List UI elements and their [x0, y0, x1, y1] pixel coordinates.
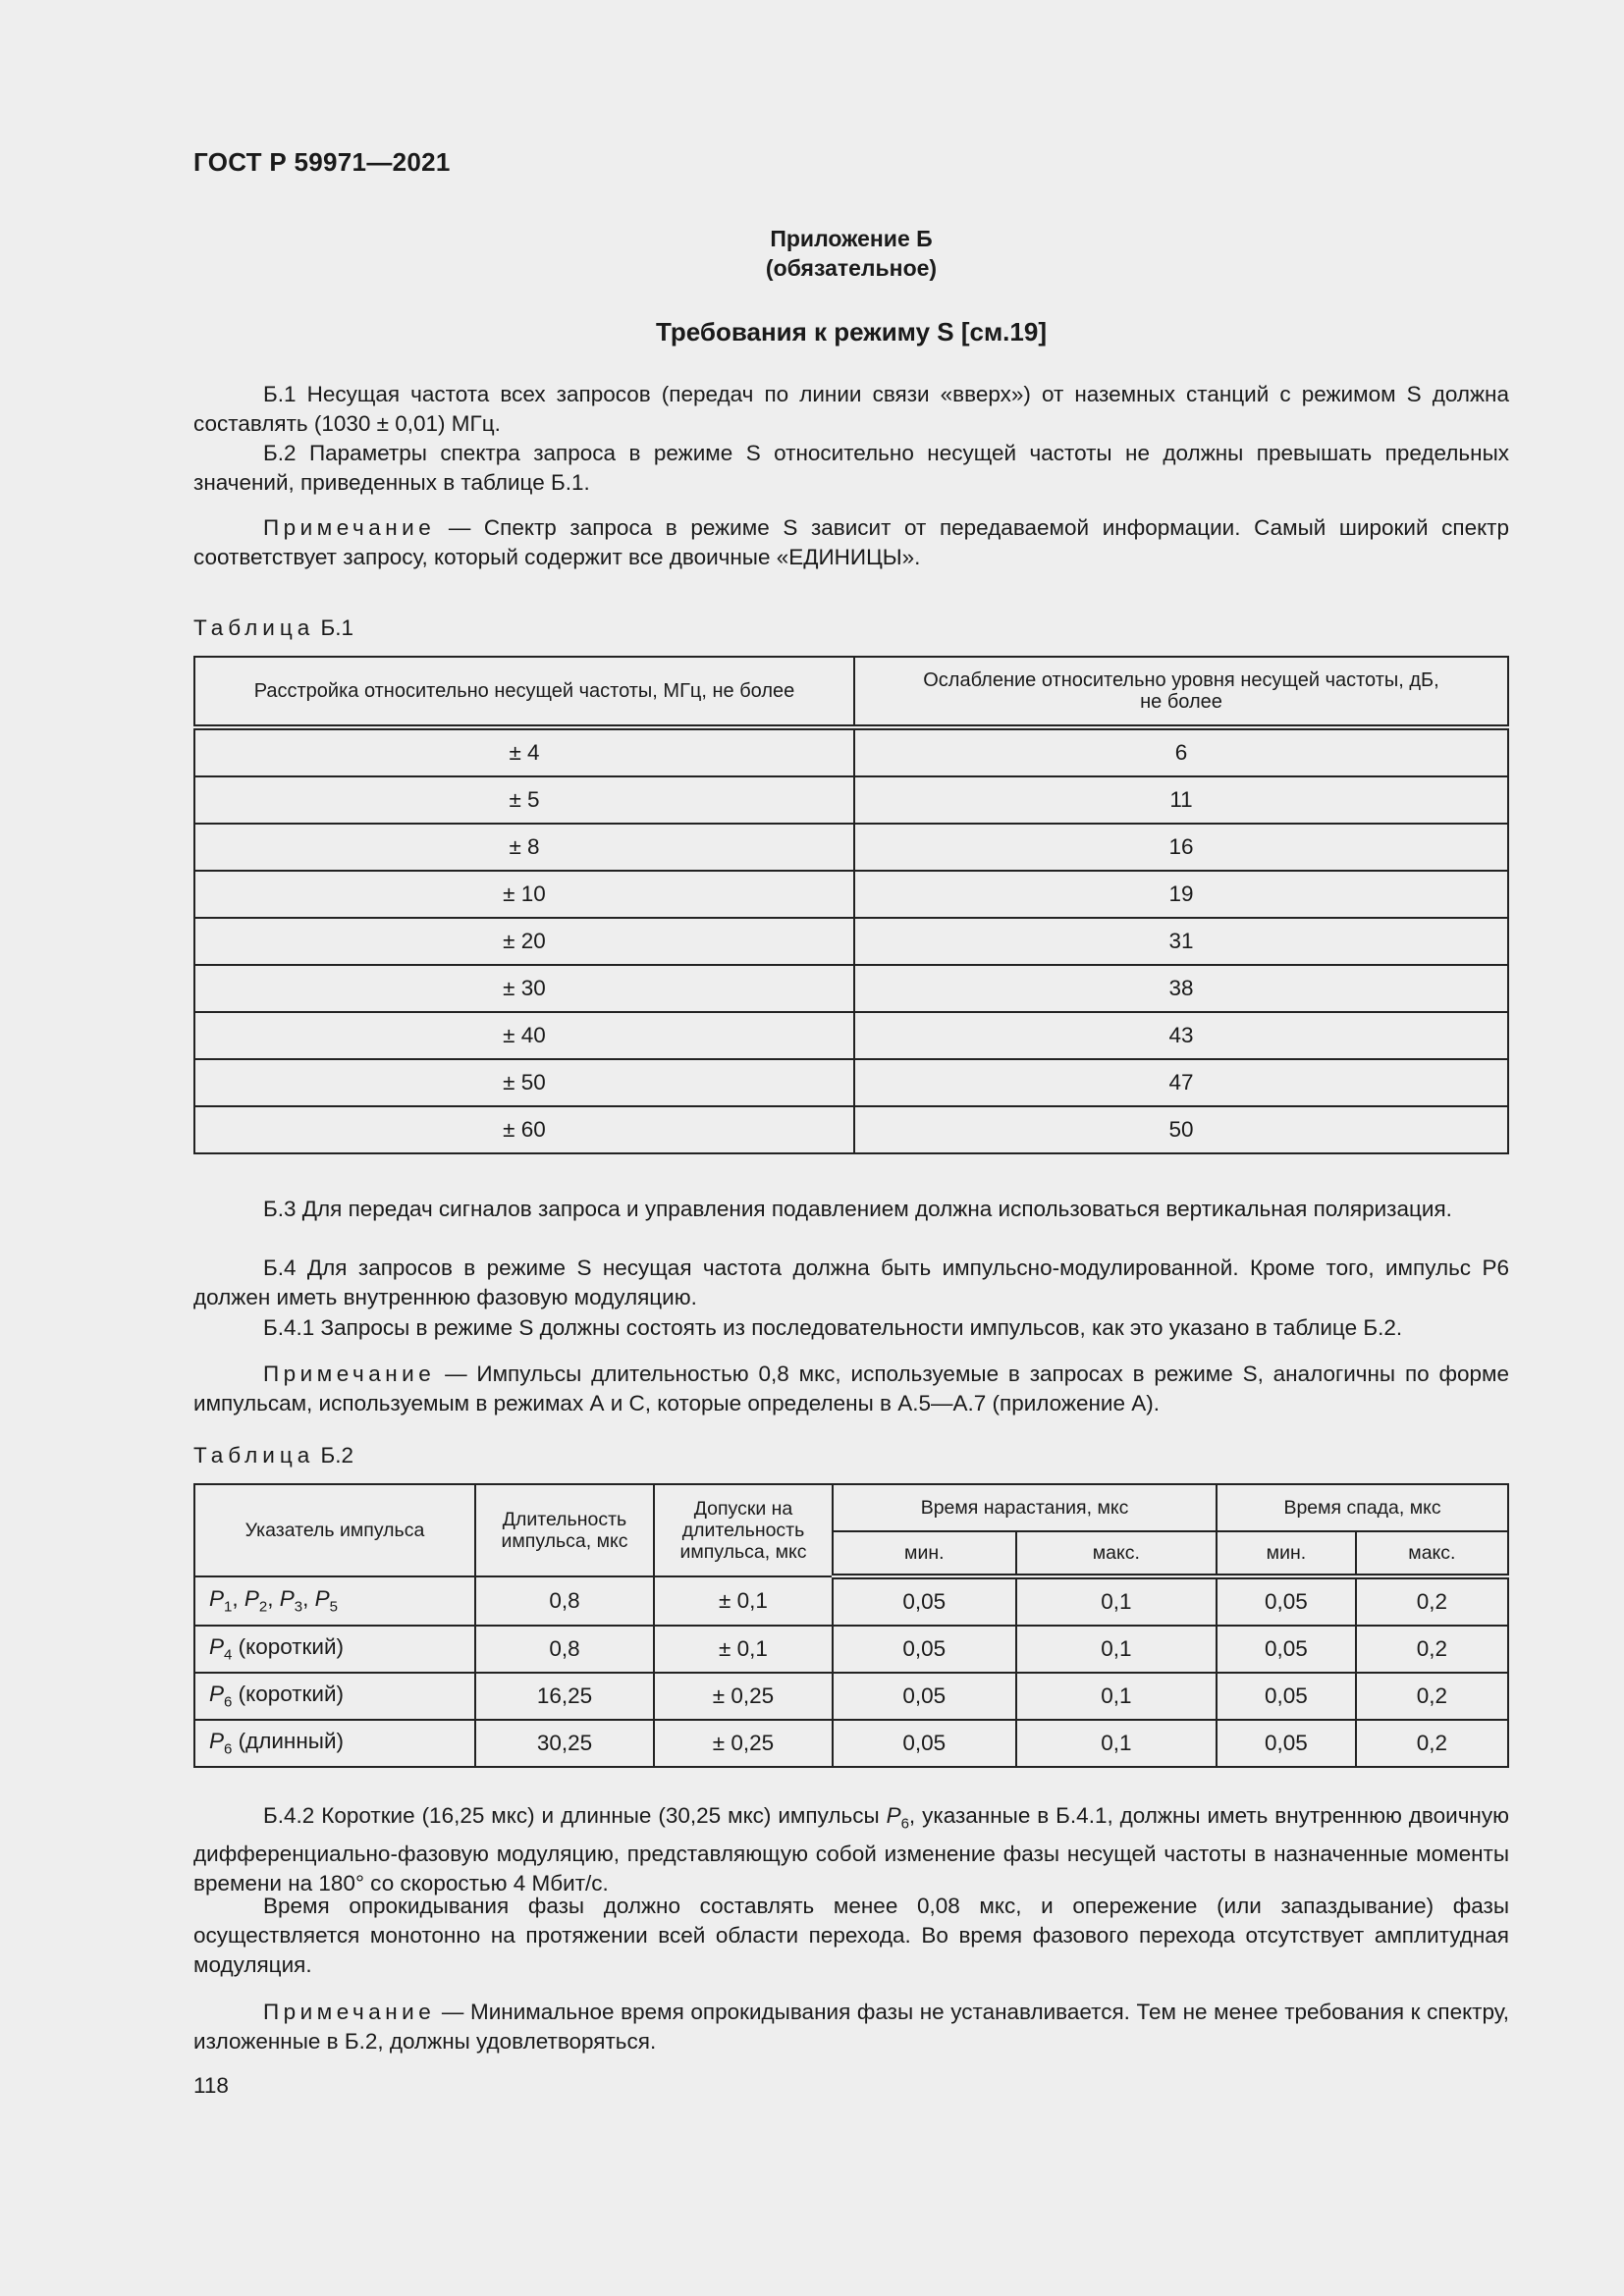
- table-b1: [193, 656, 1509, 1154]
- pulse-label-cell: [194, 1673, 475, 1720]
- attenuation-cell: 47: [854, 1059, 1508, 1106]
- pulse-type: (короткий): [232, 1682, 345, 1707]
- pulse-symbol: P: [886, 1803, 901, 1828]
- fmax-cell: 0,2: [1356, 1626, 1508, 1673]
- offset-cell: ± 50: [194, 1059, 854, 1106]
- header-pulse: Указатель импульса: [194, 1484, 475, 1576]
- table-b2-body: [194, 1576, 1508, 1767]
- offset-cell: ± 4: [194, 727, 854, 776]
- table-row: [194, 727, 1508, 776]
- table-row: [194, 1576, 1508, 1626]
- table-row: [194, 1673, 1508, 1720]
- note-label: Примечание: [263, 2000, 436, 2024]
- table-b1-header-attenuation: [854, 657, 1508, 727]
- table-row: [194, 1106, 1508, 1153]
- attenuation-cell: 16: [854, 824, 1508, 871]
- rmax-cell: 0,1: [1016, 1720, 1217, 1767]
- header-rise-max: макс.: [1016, 1531, 1217, 1576]
- note-text: — Импульсы длительностью 0,8 мкс, используемые в запросах в режиме S, аналогичны по форме импульсам, используемым в режимах А и С, которые определены в А.5—А.7 (приложение А).: [193, 1362, 1509, 1415]
- text-part: , указанные в Б.4.1, должны иметь внутреннюю двоичную дифференциально-фазовую модуляцию, представляющую собой изменение фазы несущей частоты в назначенные моменты времени на 180° со скоростью 4 Мбит/с.: [193, 1803, 1509, 1896]
- table-b1-caption: [193, 615, 353, 641]
- attenuation-cell: 50: [854, 1106, 1508, 1153]
- header-rise-min: мин.: [833, 1531, 1016, 1576]
- offset-cell: ± 40: [194, 1012, 854, 1059]
- rmin-cell: 0,05: [833, 1576, 1016, 1626]
- note-1: [193, 513, 1509, 572]
- attenuation-cell: 19: [854, 871, 1508, 918]
- table-row: [194, 824, 1508, 871]
- appendix-status: (обязательное): [765, 255, 938, 281]
- offset-cell: ± 30: [194, 965, 854, 1012]
- note-3: [193, 1998, 1509, 2056]
- pulse-label-cell: [194, 1626, 475, 1673]
- fmin-cell: 0,05: [1217, 1720, 1356, 1767]
- attenuation-cell: 6: [854, 727, 1508, 776]
- fmin-cell: 0,05: [1217, 1626, 1356, 1673]
- pulse-label-cell: [194, 1720, 475, 1767]
- caption-number: Б.2: [314, 1443, 354, 1468]
- tol-cell: ± 0,1: [654, 1576, 833, 1626]
- pulse-subscript: 6: [224, 1740, 233, 1758]
- fmax-cell: 0,2: [1356, 1720, 1508, 1767]
- paragraph-b41: Б.4.1 Запросы в режиме S должны состоять из последовательности импульсов, как это указано в таблице Б.2.: [263, 1315, 1403, 1340]
- pulse-symbol: P: [314, 1586, 330, 1612]
- table-b2: [193, 1483, 1509, 1768]
- tol-cell: ± 0,25: [654, 1673, 833, 1720]
- pulse-subscript: 6: [900, 1815, 909, 1833]
- pulse-subscript: 6: [224, 1693, 233, 1711]
- paragraph-b3: Б.3 Для передач сигналов запроса и управления подавлением должна использоваться вертикальная поляризация.: [263, 1197, 1452, 1221]
- fmin-cell: 0,05: [1217, 1576, 1356, 1626]
- note-text: — Спектр запроса в режиме S зависит от передаваемой информации. Самый широкий спектр соответствует запросу, который содержит все двоичные «ЕДИНИЦЫ».: [193, 515, 1509, 569]
- table-b1-header-offset: Расстройка относительно несущей частоты, МГц, не более: [194, 657, 854, 727]
- header-duration: Длительность импульса, мкс: [475, 1484, 654, 1576]
- header-fall-max: макс.: [1356, 1531, 1508, 1576]
- table-row: [194, 1059, 1508, 1106]
- header-fall-min: мин.: [1217, 1531, 1356, 1576]
- caption-word: Таблица: [193, 1443, 315, 1468]
- table-b2-caption: [193, 1443, 353, 1468]
- document-code: ГОСТ Р 59971—2021: [193, 147, 451, 177]
- paragraph-b2: Б.2 Параметры спектра запроса в режиме S относительно несущей частоты не должны превышать предельных значений, приведенных в таблице Б.1.: [193, 441, 1509, 495]
- table-b1-body: [194, 727, 1508, 1153]
- dur-cell: 30,25: [475, 1720, 654, 1767]
- caption-word: Таблица: [193, 615, 315, 640]
- appendix-title: Приложение Б: [770, 226, 933, 251]
- header-line-1: Ослабление относительно уровня несущей частоты, дБ,: [923, 669, 1439, 691]
- fmax-cell: 0,2: [1356, 1673, 1508, 1720]
- table-row: [194, 1626, 1508, 1673]
- tol-cell: ± 0,1: [654, 1626, 833, 1673]
- attenuation-cell: 38: [854, 965, 1508, 1012]
- offset-cell: ± 8: [194, 824, 854, 871]
- rmax-cell: 0,1: [1016, 1576, 1217, 1626]
- table-row: [194, 776, 1508, 824]
- pulse-label-cell: [194, 1576, 475, 1626]
- attenuation-cell: 11: [854, 776, 1508, 824]
- paragraph-b4: Б.4 Для запросов в режиме S несущая частота должна быть импульсно-модулированной. Кроме того, импульс P6 должен иметь внутреннюю фазовую модуляцию.: [193, 1255, 1509, 1309]
- pulse-symbol: P: [279, 1586, 295, 1612]
- pulse-separator: ,: [232, 1586, 244, 1612]
- offset-cell: ± 5: [194, 776, 854, 824]
- dur-cell: 16,25: [475, 1673, 654, 1720]
- pulse-symbol: P: [209, 1682, 225, 1707]
- pulse-subscript: 3: [294, 1598, 303, 1616]
- attenuation-cell: 31: [854, 918, 1508, 965]
- pulse-symbol: P: [209, 1634, 225, 1660]
- dur-cell: 0,8: [475, 1626, 654, 1673]
- pulse-type: (короткий): [232, 1634, 345, 1660]
- attenuation-cell: 43: [854, 1012, 1508, 1059]
- header-rise-time: Время нарастания, мкс: [833, 1484, 1217, 1531]
- table-row: [194, 1720, 1508, 1767]
- header-line-2: не более: [1140, 691, 1222, 713]
- pulse-separator: ,: [302, 1586, 315, 1612]
- caption-number: Б.1: [314, 615, 354, 640]
- pulse-symbol: P: [209, 1586, 225, 1612]
- note-2: [193, 1360, 1509, 1418]
- pulse-subscript: 2: [258, 1598, 268, 1616]
- fmax-cell: 0,2: [1356, 1576, 1508, 1626]
- note-label: Примечание: [263, 515, 436, 540]
- rmin-cell: 0,05: [833, 1626, 1016, 1673]
- rmax-cell: 0,1: [1016, 1673, 1217, 1720]
- pulse-type: (длинный): [232, 1729, 345, 1754]
- rmin-cell: 0,05: [833, 1720, 1016, 1767]
- pulse-subscript: 5: [329, 1598, 338, 1616]
- note-text: — Минимальное время опрокидывания фазы не устанавливается. Тем не менее требования к спектру, изложенные в Б.2, должны удовлетворяться.: [193, 2000, 1509, 2054]
- page-number: 118: [193, 2073, 229, 2098]
- header-fall-time: Время спада, мкс: [1217, 1484, 1508, 1531]
- paragraph-b1: Б.1 Несущая частота всех запросов (передач по линии связи «вверх») от наземных станций с режимом S должна составлять (1030 ± 0,01) МГц.: [193, 382, 1509, 436]
- header-tolerance: Допуски на длительность импульса, мкс: [654, 1484, 833, 1576]
- pulse-subscript: 4: [224, 1646, 233, 1664]
- note-label: Примечание: [263, 1362, 436, 1386]
- offset-cell: ± 10: [194, 871, 854, 918]
- tol-cell: ± 0,25: [654, 1720, 833, 1767]
- rmax-cell: 0,1: [1016, 1626, 1217, 1673]
- table-row: [194, 918, 1508, 965]
- pulse-symbol: P: [209, 1729, 225, 1754]
- fmin-cell: 0,05: [1217, 1673, 1356, 1720]
- pulse-symbol: P: [244, 1586, 259, 1612]
- table-row: [194, 1012, 1508, 1059]
- offset-cell: ± 60: [194, 1106, 854, 1153]
- table-row: [194, 871, 1508, 918]
- pulse-subscript: 1: [224, 1598, 233, 1616]
- section-title: Требования к режиму S [см.19]: [656, 317, 1047, 347]
- text-part: Б.4.2 Короткие (16,25 мкс) и длинные (30,25 мкс) импульсы: [263, 1803, 887, 1828]
- dur-cell: 0,8: [475, 1576, 654, 1626]
- pulse-separator: ,: [267, 1586, 280, 1612]
- rmin-cell: 0,05: [833, 1673, 1016, 1720]
- paragraph-b42: [193, 1801, 1509, 1898]
- paragraph-phase: Время опрокидывания фазы должно составлять менее 0,08 мкс, и опережение (или запаздывание) фазы осуществляется монотонно на протяжении всей области перехода. Во время фазового перехода отсутствует амплитудная модуляция.: [193, 1894, 1509, 1977]
- table-row: [194, 965, 1508, 1012]
- appendix-heading: [193, 224, 1509, 283]
- offset-cell: ± 20: [194, 918, 854, 965]
